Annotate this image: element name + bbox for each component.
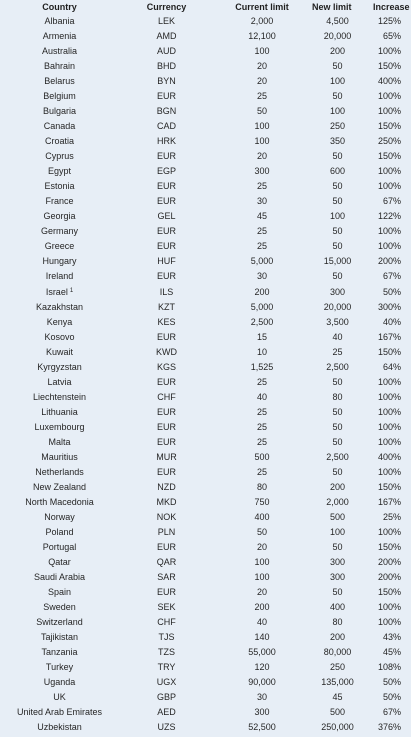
cell-country: Latvia [47,377,72,387]
table-row [0,284,411,300]
cell-currency: CHF [157,392,176,402]
cell-increase: 167% [377,497,401,507]
table-row [0,465,411,480]
table-row [0,239,411,254]
cell-current-limit: 5,000 [250,256,274,266]
table-row [0,104,411,119]
cell-increase: 150% [377,121,401,131]
cell-current-limit: 25 [256,91,267,101]
cell-new-limit: 25 [332,347,343,357]
cell-country [0,284,119,300]
cell-new-limit: 20,000 [323,31,352,41]
cell-country: North Macedonia [25,497,94,507]
cell-increase: 108% [377,662,401,672]
cell-increase: 100% [377,437,401,447]
cell-country: Bulgaria [42,106,77,116]
cell-country: Switzerland [36,617,83,627]
cell-country: Liechtenstein [32,392,87,402]
cell-increase: 40% [382,317,401,327]
table-row [0,74,411,89]
cell-new-limit: 20,000 [323,302,352,312]
cell-increase: 100% [377,422,401,432]
cell-country: Georgia [43,211,76,221]
table-body [0,14,411,735]
cell-current-limit: 100 [254,557,270,567]
cell-increase: 125% [377,16,401,26]
cell-increase: 100% [377,106,401,116]
table-row [0,345,411,360]
table-row [0,615,411,630]
cell-currency: EUR [156,91,176,101]
cell-currency: BGN [156,106,177,116]
cell-country: Qatar [48,557,71,567]
table-row [0,14,411,29]
cell-new-limit: 250 [329,121,346,131]
cell-country: Uganda [43,677,76,687]
cell-country: Kosovo [44,332,75,342]
cell-currency: MUR [156,452,177,462]
cell-new-limit: 100 [329,527,346,537]
cell-currency: CAD [156,121,176,131]
cell-increase: 150% [377,61,401,71]
cell-current-limit: 15 [256,332,267,342]
cell-increase: 64% [382,362,401,372]
cell-current-limit: 30 [256,692,267,702]
cell-new-limit: 250,000 [321,722,354,732]
cell-increase: 100% [377,407,401,417]
cell-current-limit: 90,000 [248,677,276,687]
cell-currency: ILS [159,286,174,297]
cell-new-limit: 50 [332,542,343,552]
table-row [0,420,411,435]
cell-country: UK [53,692,66,702]
table-row [0,645,411,660]
country-name: Israel [45,287,68,297]
cell-country: Mauritius [41,452,78,462]
cell-current-limit: 52,500 [248,722,276,732]
cell-country: Belgium [43,91,76,101]
table-row [0,119,411,134]
cell-country: Norway [44,512,75,522]
cell-current-limit: 25 [256,377,267,387]
cell-current-limit: 2,000 [250,16,274,26]
cell-currency: EUR [156,196,176,206]
cell-new-limit: 300 [329,572,346,582]
cell-currency: EUR [156,587,176,597]
table-row [0,705,411,720]
cell-current-limit: 100 [254,46,270,56]
cell-current-limit: 50 [256,106,267,116]
table-row [0,360,411,375]
cell-current-limit: 10 [256,347,267,357]
cell-current-limit: 400 [254,512,270,522]
cell-current-limit: 2,500 [250,317,274,327]
cell-increase: 67% [382,271,401,281]
cell-increase: 250% [377,136,401,146]
cell-current-limit: 30 [256,271,267,281]
table-row [0,600,411,615]
table-row [0,675,411,690]
cell-currency: EUR [156,422,176,432]
cell-country: Belarus [44,76,75,86]
cell-new-limit: 300 [329,286,346,297]
cell-currency: UZS [157,722,176,732]
cell-currency: MKD [156,497,177,507]
cell-new-limit: 100 [329,106,346,116]
cell-increase: 150% [377,587,401,597]
cell-country: Sweden [43,602,76,612]
table-header-row [0,0,411,14]
table-row [0,29,411,44]
cell-current-limit: 1,525 [250,362,274,372]
table-row [0,134,411,149]
cell-current-limit: 25 [256,241,267,251]
cell-country: Albania [44,16,75,26]
cell-current-limit: 5,000 [250,302,274,312]
cell-new-limit: 100 [329,211,346,221]
table-row [0,585,411,600]
cell-currency: NOK [156,512,177,522]
cell-increase: 25% [382,512,401,522]
cell-new-limit: 50 [332,271,343,281]
cell-increase: 100% [377,527,401,537]
table-row [0,254,411,269]
cell-new-limit: 50 [332,422,343,432]
cell-new-limit: 50 [332,437,343,447]
header-country: Country [42,2,77,12]
cell-new-limit: 200 [329,632,346,642]
cell-current-limit: 300 [254,707,270,717]
cell-new-limit: 100 [329,76,346,86]
cell-current-limit: 80 [256,482,267,492]
cell-currency: EUR [156,271,176,281]
cell-new-limit: 80 [332,617,343,627]
cell-new-limit: 50 [332,61,343,71]
cell-new-limit: 400 [329,602,346,612]
cell-new-limit: 600 [329,166,346,176]
cell-increase: 50% [382,286,401,297]
cell-current-limit: 30 [256,196,267,206]
cell-current-limit: 40 [256,617,267,627]
cell-current-limit: 20 [256,587,267,597]
table-row [0,89,411,104]
cell-increase: 100% [377,602,401,612]
cell-country: Uzbekistan [37,722,82,732]
table-row [0,375,411,390]
cell-increase: 300% [377,302,401,312]
cell-currency: EUR [156,332,176,342]
table-row [0,720,411,735]
cell-current-limit: 20 [256,542,267,552]
table-row [0,660,411,675]
cell-current-limit: 100 [254,136,270,146]
cell-country: Lithuania [41,407,78,417]
cell-country: Kenya [46,317,73,327]
cell-new-limit: 50 [332,407,343,417]
cell-current-limit: 20 [256,61,267,71]
cell-increase: 400% [377,452,401,462]
cell-currency: AED [157,707,176,717]
cell-current-limit: 20 [256,151,267,161]
cell-increase: 400% [377,76,401,86]
cell-increase: 50% [382,677,401,687]
cell-new-limit: 50 [332,181,343,191]
cell-currency: EUR [156,542,176,552]
cell-new-limit: 50 [332,467,343,477]
cell-country: United Arab Emirates [16,707,103,717]
cell-current-limit: 120 [254,662,270,672]
table-row [0,450,411,465]
cell-country: Luxembourg [34,422,85,432]
cell-new-limit: 2,500 [326,452,349,462]
header-new-limit: New limit [312,2,352,12]
cell-country: Kazakhstan [35,302,84,312]
cell-increase: 200% [377,557,401,567]
cell-increase: 100% [377,392,401,402]
cell-increase: 167% [377,332,401,342]
cell-country: Hungary [42,256,77,266]
cell-country: Portugal [42,542,77,552]
cell-increase: 100% [377,46,401,56]
cell-increase: 122% [377,211,401,221]
cell-currency: QAR [156,557,177,567]
cell-country: Tanzania [41,647,78,657]
cell-country: Germany [40,226,78,236]
table-row [0,480,411,495]
cell-country: Croatia [44,136,74,146]
cell-country: Cyprus [45,151,74,161]
cell-new-limit: 350 [329,136,346,146]
table-row [0,390,411,405]
cell-new-limit: 200 [329,482,346,492]
cell-currency: EUR [156,181,176,191]
cell-current-limit: 25 [256,407,267,417]
cell-increase: 100% [377,377,401,387]
cell-country: Estonia [44,181,75,191]
cell-country: New Zealand [32,482,87,492]
cell-new-limit: 300 [329,557,346,567]
cell-increase: 67% [382,707,401,717]
cell-currency: AUD [156,46,176,56]
table-row [0,44,411,59]
cell-currency: CHF [157,617,176,627]
table-row [0,209,411,224]
table-row [0,630,411,645]
table-row [0,555,411,570]
table-row [0,540,411,555]
table-row [0,179,411,194]
cell-current-limit: 12,100 [248,31,276,41]
cell-country: Greece [44,241,75,251]
table-row [0,269,411,284]
cell-new-limit: 50 [332,151,343,161]
cell-currency: EGP [156,166,176,176]
header-currency: Currency [146,2,187,12]
cell-country: Ireland [45,271,74,281]
cell-new-limit: 2,500 [326,362,349,372]
cell-new-limit: 50 [332,91,343,101]
cell-increase: 150% [377,347,401,357]
cell-currency: NZD [157,482,176,492]
cell-country: Saudi Arabia [33,572,86,582]
cell-current-limit: 45 [256,211,267,221]
table-row [0,510,411,525]
cell-new-limit: 50 [332,241,343,251]
cell-new-limit: 500 [329,512,346,522]
cell-current-limit: 100 [254,121,270,131]
cell-increase: 100% [377,91,401,101]
cell-new-limit: 50 [332,587,343,597]
cell-country: Egypt [47,166,71,176]
cell-new-limit: 50 [332,226,343,236]
cell-new-limit: 4,500 [326,16,349,26]
cell-current-limit: 25 [256,467,267,477]
cell-country: France [45,196,74,206]
cell-country: Tajikistan [40,632,78,642]
table-row [0,149,411,164]
table-row [0,224,411,239]
cell-currency: KES [157,317,176,327]
cell-new-limit: 2,000 [326,497,349,507]
cell-currency: TZS [158,647,175,657]
table-row [0,300,411,315]
cell-increase: 50% [382,692,401,702]
cell-currency: GBP [156,692,176,702]
cell-new-limit: 50 [332,377,343,387]
table-row [0,435,411,450]
header-current-limit: Current limit [235,2,289,12]
cell-country: Kyrgyzstan [37,362,82,372]
cell-increase: 100% [377,241,401,251]
cell-current-limit: 50 [256,527,267,537]
cell-increase: 100% [377,166,401,176]
table-row [0,315,411,330]
cell-currency: BHD [156,61,176,71]
cell-current-limit: 20 [256,76,267,86]
cell-increase: 100% [377,181,401,191]
cell-currency: UGX [156,677,177,687]
cell-currency: EUR [156,407,176,417]
cell-current-limit: 140 [254,632,270,642]
cell-increase: 100% [377,467,401,477]
cell-new-limit: 80 [332,392,343,402]
cell-current-limit: 750 [254,497,270,507]
cell-current-limit: 500 [254,452,270,462]
cell-currency: EUR [156,226,176,236]
cell-currency: TJS [158,632,175,642]
cell-new-limit: 200 [329,46,346,56]
cell-currency: GEL [157,211,176,221]
cell-current-limit: 25 [256,226,267,236]
cell-currency: EUR [156,437,176,447]
cell-country: Poland [45,527,74,537]
cell-country: Turkey [45,662,74,672]
cell-currency: BYN [157,76,176,86]
cell-increase: 200% [377,256,401,266]
cell-currency: HRK [156,136,176,146]
cell-currency: KWD [156,347,177,357]
cell-current-limit: 25 [256,437,267,447]
cell-currency: HUF [157,256,176,266]
cell-currency: KZT [158,302,175,312]
cell-new-limit: 45 [332,692,343,702]
cell-new-limit: 500 [329,707,346,717]
cell-new-limit: 50 [332,196,343,206]
cell-country: Armenia [42,31,77,41]
cell-country: Kuwait [45,347,73,357]
cell-country: Bahrain [43,61,76,71]
table-row [0,59,411,74]
cell-country: Spain [47,587,72,597]
cell-increase: 376% [377,722,401,732]
cell-increase: 150% [377,482,401,492]
cell-country: Australia [41,46,77,56]
cell-current-limit: 200 [254,286,270,297]
cell-currency: EUR [156,151,176,161]
cell-currency: TRY [157,662,176,672]
cell-country: Canada [43,121,76,131]
cell-new-limit: 15,000 [323,256,352,266]
cell-increase: 100% [377,226,401,236]
cell-currency: EUR [156,377,176,387]
cell-increase: 150% [377,151,401,161]
cell-increase: 200% [377,572,401,582]
cell-current-limit: 200 [254,602,270,612]
cell-increase: 65% [382,31,401,41]
cell-country: Netherlands [35,467,84,477]
table-row [0,194,411,209]
cell-current-limit: 100 [254,572,270,582]
cell-new-limit: 80,000 [323,647,352,657]
cell-current-limit: 25 [256,422,267,432]
cell-new-limit: 3,500 [326,317,349,327]
table-row [0,330,411,345]
cell-increase: 43% [382,632,401,642]
cell-country: Malta [48,437,71,447]
cell-new-limit: 135,000 [321,677,354,687]
table-row [0,495,411,510]
table-row [0,405,411,420]
cell-current-limit: 55,000 [248,647,276,657]
cell-increase: 67% [382,196,401,206]
cell-increase: 150% [377,542,401,552]
table-row [0,570,411,585]
cell-currency: EUR [156,241,176,251]
cell-current-limit: 25 [256,181,267,191]
cell-currency: PLN [157,527,176,537]
cell-currency: AMD [156,31,177,41]
cell-increase: 45% [382,647,401,657]
footnote-marker: 1 [69,288,74,294]
cell-current-limit: 40 [256,392,267,402]
cell-currency: LEK [157,16,175,26]
cell-new-limit: 40 [332,332,343,342]
cell-new-limit: 250 [329,662,346,672]
cell-currency: SAR [157,572,176,582]
table-row [0,690,411,705]
table-row [0,525,411,540]
header-increase: Increase [373,2,410,12]
table-row [0,164,411,179]
cell-increase: 100% [377,617,401,627]
cell-currency: KGS [156,362,176,372]
cell-current-limit: 300 [254,166,270,176]
cell-currency: EUR [156,467,176,477]
cell-currency: SEK [157,602,176,612]
